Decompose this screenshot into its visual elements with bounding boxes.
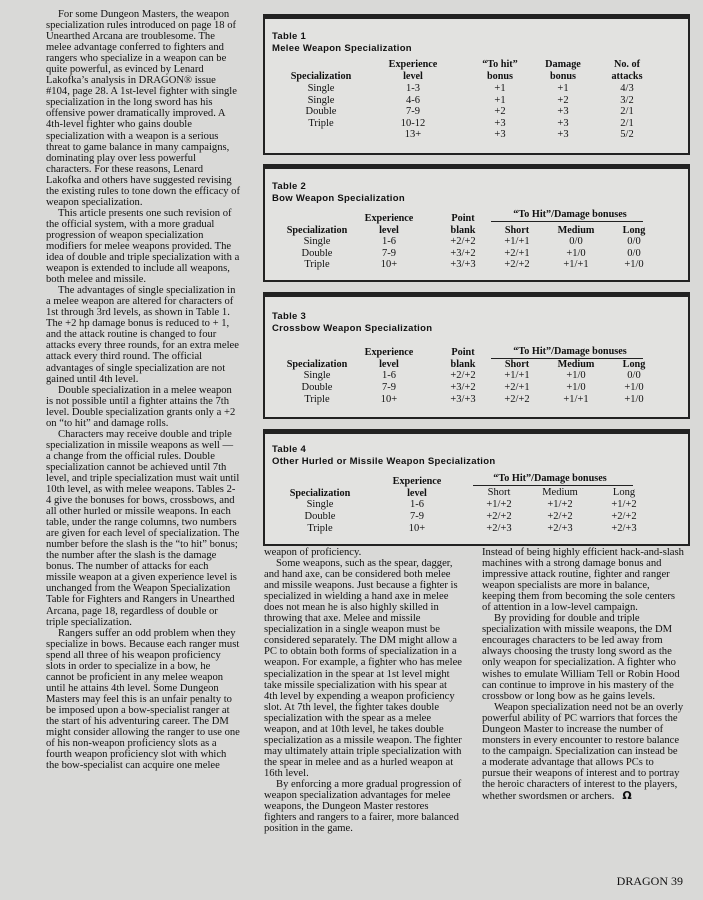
table-cell: +2/+3 bbox=[547, 523, 573, 534]
table-cell: 10-12 bbox=[400, 117, 426, 129]
col-header-experience: Experience bbox=[364, 347, 414, 358]
table-cell: Single bbox=[303, 370, 331, 381]
table-cell: Triple bbox=[304, 259, 330, 270]
col-header-medium: Medium bbox=[557, 359, 595, 370]
table-title: Bow Weapon Specialization bbox=[272, 193, 405, 204]
group-header-bonuses: “To Hit”/Damage bonuses bbox=[493, 473, 607, 484]
table-number: Table 4 bbox=[272, 444, 307, 455]
table-cell: 10+ bbox=[380, 394, 398, 405]
paragraph: Some weapons, such as the spear, dagger, and hand axe, can be considered both melee and missile weapons. Just because a fighter is specialized in wielding a hand axe in melee does not mean he is also highly skilled in throwing that axe. Melee and missile specialization in a single weapon must be considered separately. The DM might allow a PC to obtain both forms of specialization in a weapon. For example, a fighter who has melee specialization in the spear at 1st level might take missile specialization with his spear at 4th level by expending a weapon proficiency slot. At 7th level, the fighter takes double specialization with the spear as a melee weapon, and at 10th level, he takes double specialization as a missile weapon. The fighter may ultimately attain triple specialization with the spear in melee and as a hurled weapon at 16th level. bbox=[264, 558, 462, 779]
group-underline bbox=[473, 485, 633, 486]
article-middle-column bbox=[264, 547, 462, 834]
col-header-short: Short bbox=[487, 487, 511, 498]
table-cell: Double bbox=[305, 106, 337, 118]
table-cell: +1/0 bbox=[566, 247, 586, 259]
table-cell: +2 bbox=[557, 94, 569, 106]
col-header-attacks: No. of bbox=[613, 59, 641, 70]
table-cell: +2/+2 bbox=[504, 259, 530, 270]
col-header-short: Short bbox=[504, 359, 530, 370]
table-cell: +1/+1 bbox=[563, 394, 589, 405]
col-header-long: Long bbox=[612, 487, 636, 498]
table-cell: Triple bbox=[308, 117, 334, 129]
table-cell: 4/3 bbox=[620, 83, 634, 94]
table-2 bbox=[263, 164, 690, 282]
table-cell: +1 bbox=[557, 83, 569, 94]
table-cell: +3 bbox=[494, 129, 506, 141]
group-header-bonuses: “To Hit”/Damage bonuses bbox=[513, 209, 627, 220]
paragraph bbox=[482, 702, 684, 802]
table-cell: 7-9 bbox=[382, 247, 396, 259]
table-cell: +3 bbox=[494, 117, 506, 129]
table-cell: +1 bbox=[494, 83, 506, 94]
table-cell: +3 bbox=[557, 117, 569, 129]
table-cell: +2/+2 bbox=[611, 511, 637, 522]
paragraph: The advantages of single specialization in a melee weapon are altered for characters of 1st through 3rd levels, as shown in Table 1. The +2 hp damage bonus is reduced to + 1, and the attack routine is changed to four attacks every three rounds, for an extra melee attack every third round. The official advantages of single specialization are not gained until 4th level. bbox=[46, 285, 239, 385]
table-cell: 5/2 bbox=[620, 129, 634, 141]
paragraph: This article presents one such revision of the official system, with a more gradual progression of weapon specialization modifiers for melee weapons provided. The idea of double and triple specialization with a weapon is extended to include all weapons, both melee and missile. bbox=[46, 207, 240, 286]
table-cell: +1/0 bbox=[566, 370, 586, 381]
col-header-damage: bonus bbox=[549, 71, 577, 82]
article-right-column bbox=[482, 547, 684, 802]
table-cell: 7-9 bbox=[410, 511, 424, 522]
table-cell: +3/+3 bbox=[450, 259, 476, 270]
table-3 bbox=[263, 292, 690, 419]
table-cell: +1/+2 bbox=[486, 499, 512, 510]
col-header-to-hit: bonus bbox=[486, 71, 514, 82]
paragraph: Instead of being highly efficient hack-and-slash machines with a strong damage bonus and impressive attack routine, fighter and ranger weapon specialists are more in balance, keeping them from becoming the sole centers of attention in a low-level campaign. bbox=[482, 547, 684, 614]
table-cell: 0/0 bbox=[627, 247, 641, 259]
paragraph: weapon of proficiency. bbox=[264, 547, 362, 558]
col-header-specialization: Specialization bbox=[289, 488, 351, 499]
page-folio: DRAGON 39 bbox=[616, 874, 683, 888]
table-cell: Single bbox=[303, 236, 331, 247]
col-header-specialization: Specialization bbox=[286, 225, 348, 236]
table-cell: 1-6 bbox=[410, 499, 424, 510]
col-header-long: Long bbox=[622, 225, 646, 236]
table-cell: +1/0 bbox=[624, 259, 644, 270]
table-cell: +3 bbox=[557, 129, 569, 141]
col-header-point-blank: Point bbox=[451, 213, 475, 224]
table-cell: Double bbox=[304, 511, 336, 522]
table-cell: 1-6 bbox=[382, 370, 396, 381]
table-cell: Double bbox=[301, 382, 333, 393]
table-cell: +2/+3 bbox=[611, 523, 637, 534]
table-title: Other Hurled or Missile Weapon Specialization bbox=[272, 456, 496, 467]
paragraph: By enforcing a more gradual progression of weapon specialization advantages for melee weapons, the Dungeon Master restores fighters and rangers to a fairer, more balanced position in the game. bbox=[264, 778, 462, 835]
table-cell: 0/0 bbox=[569, 236, 583, 247]
table-number: Table 3 bbox=[272, 311, 307, 322]
table-cell: +1/+1 bbox=[504, 236, 530, 247]
col-header-medium: Medium bbox=[557, 225, 595, 236]
group-underline bbox=[491, 221, 643, 222]
col-header-experience: level bbox=[379, 225, 399, 236]
paragraph-text: Weapon specialization need not be an overly powerful ability of PC warriors that forces the Dungeon Master to increase the number of monsters in every encounter to restore balance to the campaign. Specialization can instead be a moderate advantage that allows PCs to pursue their weapons of interest and to portray the heroic characters of interest to the players, whether swordsmen or archers. bbox=[482, 701, 684, 803]
table-cell: 0/0 bbox=[627, 236, 641, 247]
paragraph: Rangers suffer an odd problem when they specialize in bows. Because each ranger must spend all three of his weapon proficiency slots in order to specialize in a bow, he cannot be proficient in any melee weapon until he attains 4th level. Some Dungeon Masters may feel this is an unfair penalty to be imposed upon a bow-specialist ranger at the start of his adventuring career. The DM might consider allowing the ranger to use one of his non-weapon proficiency slots as a fourth weapon proficiency slot with which the bow-specialist can acquire one melee bbox=[46, 627, 240, 772]
table-cell: +2/+2 bbox=[486, 511, 512, 522]
table-number: Table 1 bbox=[272, 31, 307, 42]
table-cell: +1/+1 bbox=[504, 370, 530, 381]
table-cell: +1/+1 bbox=[563, 259, 589, 270]
table-cell: +3 bbox=[557, 106, 569, 118]
col-header-point-blank: blank bbox=[450, 359, 476, 370]
table-cell: +1/0 bbox=[624, 394, 644, 405]
table-cell: 4-6 bbox=[406, 94, 420, 106]
table-cell: +2/+1 bbox=[504, 382, 530, 393]
col-header-experience: level bbox=[403, 71, 423, 82]
article-left-column bbox=[46, 9, 240, 771]
table-cell: +2/+2 bbox=[450, 370, 476, 381]
col-header-attacks: attacks bbox=[611, 71, 643, 82]
table-cell: 0/0 bbox=[627, 370, 641, 381]
table-cell: +1/+2 bbox=[611, 499, 637, 510]
table-cell: +2/+1 bbox=[504, 247, 530, 259]
table-cell: +1/+2 bbox=[547, 499, 573, 510]
table-cell: +1/0 bbox=[624, 382, 644, 393]
table-cell: +2/+3 bbox=[486, 523, 512, 534]
table-cell: Double bbox=[301, 247, 333, 259]
end-mark-icon: Ω bbox=[622, 789, 632, 803]
table-title: Crossbow Weapon Specialization bbox=[272, 323, 433, 334]
col-header-experience: Experience bbox=[392, 476, 442, 487]
col-header-experience: level bbox=[407, 488, 427, 499]
table-cell: +1 bbox=[494, 94, 506, 106]
table-cell: +3/+2 bbox=[450, 247, 476, 259]
table-cell: +2/+2 bbox=[547, 511, 573, 522]
table-cell: Single bbox=[307, 83, 335, 94]
table-4 bbox=[263, 429, 690, 546]
col-header-damage: Damage bbox=[545, 59, 581, 70]
table-cell: 10+ bbox=[408, 523, 426, 534]
table-cell: 2/1 bbox=[620, 106, 634, 118]
table-cell: +3/+3 bbox=[450, 394, 476, 405]
table-cell: Single bbox=[306, 499, 334, 510]
table-cell: +3/+2 bbox=[450, 382, 476, 393]
table-cell: 1-3 bbox=[406, 83, 420, 94]
table-cell: 7-9 bbox=[406, 106, 420, 118]
table-cell: 10+ bbox=[380, 259, 398, 270]
col-header-short: Short bbox=[504, 225, 530, 236]
col-header-specialization: Specialization bbox=[286, 359, 348, 370]
table-number: Table 2 bbox=[272, 181, 307, 192]
table-cell: +2 bbox=[494, 106, 506, 118]
col-header-point-blank: Point bbox=[451, 347, 475, 358]
paragraph: For some Dungeon Masters, the weapon specialization rules introduced on page 18 of Unearthed Arcana are troublesome. The melee advantage conferred to fighters and rangers who specialize in a weapon can be quite powerful, as evinced by Lenard Lakofka’s analysis in DRAGON® issue #104, page 28. A 1st-level fighter with single specialization in the long sword has his offensive power dramatically improved. A 4th-level fighter who gains double specialization with a weapon is a serious threat to game balance in many campaigns, dominating play over less powerful characters. For these reasons, Lenard Lakofka and others have suggested revising the existing rules to tone down the efficacy of weapon specialization. bbox=[46, 9, 240, 208]
col-header-point-blank: blank bbox=[450, 225, 476, 236]
col-header-to-hit: “To hit” bbox=[482, 59, 518, 70]
paragraph: Characters may receive double and triple specialization in missile weapons as well — a change from the official rules. Double specialization cannot be achieved until 7th level, and triple specialization must wait until 10th level, as with melee weapons. Tables 2-4 give the bonuses for bows, crossbows, and all other hurled or missile weapons. In each table, under the range columns, two numbers are given for each level of specialization. The number before the slash is the “to hit” bonus; the number after the slash is the damage bonus. The number of attacks for each missile weapon at a given experience level is unchanged from the Weapon Specialization Table for Fighters and Rangers in Unearthed Arcana, page 18, regardless of double or triple specialization. bbox=[46, 428, 240, 628]
table-cell: 3/2 bbox=[620, 94, 634, 106]
table-cell: +2/+2 bbox=[450, 236, 476, 247]
col-header-experience: Experience bbox=[364, 213, 414, 224]
paragraph: Double specialization in a melee weapon is not possible until a fighter attains the 7th level. Double specialization grants only a +2 on “to hit” and damage rolls. bbox=[46, 384, 236, 429]
table-cell: 1-6 bbox=[382, 236, 396, 247]
table-cell: +2/+2 bbox=[504, 394, 530, 405]
col-header-experience: Experience bbox=[388, 59, 438, 70]
table-cell: +1/0 bbox=[566, 382, 586, 393]
table-cell: Single bbox=[307, 94, 335, 106]
table-cell: Triple bbox=[304, 394, 330, 405]
col-header-specialization: Specialization bbox=[290, 71, 352, 82]
table-title: Melee Weapon Specialization bbox=[272, 43, 412, 54]
table-cell: 7-9 bbox=[382, 382, 396, 393]
table-1 bbox=[263, 14, 690, 155]
col-header-medium: Medium bbox=[542, 487, 578, 498]
table-cell: Triple bbox=[307, 523, 333, 534]
table-cell: 13+ bbox=[404, 129, 422, 141]
group-header-bonuses: “To Hit”/Damage bonuses bbox=[513, 346, 627, 357]
paragraph: By providing for double and triple specialization with missile weapons, the DM encourages characters to be led away from always choosing the trusty long sword as the only weapon for specialization. A fighter who wishes to emulate William Tell or Robin Hood can continue to improve in his mastery of the crossbow or long bow as he gains levels. bbox=[482, 613, 680, 702]
col-header-long: Long bbox=[622, 359, 646, 370]
table-cell: 2/1 bbox=[620, 117, 634, 129]
col-header-experience: level bbox=[379, 359, 399, 370]
